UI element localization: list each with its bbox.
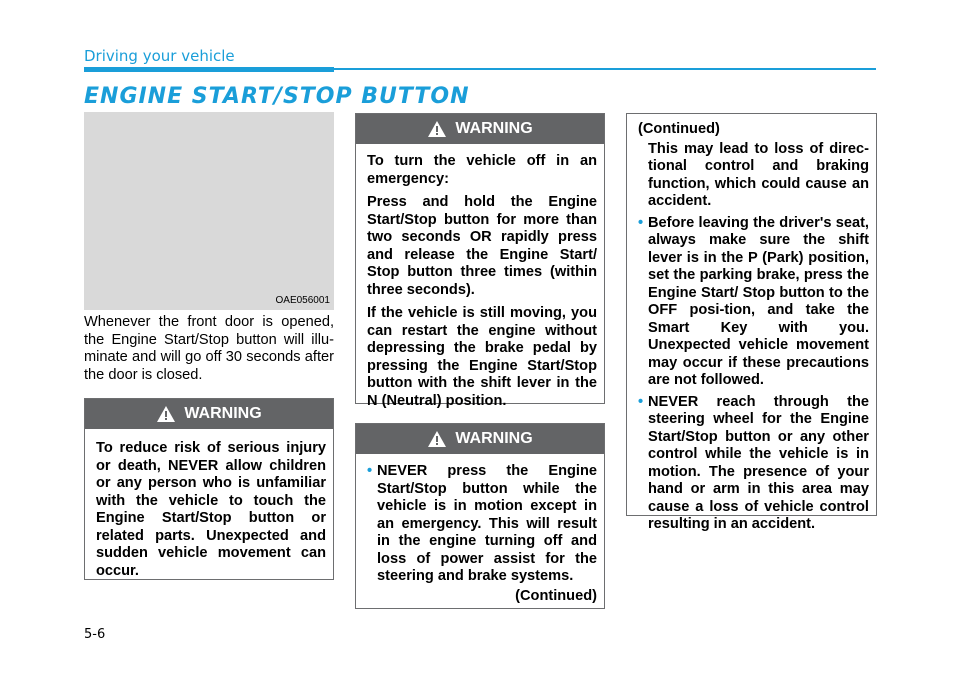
bullet-icon: • bbox=[638, 214, 644, 231]
warning-text: To reduce risk of serious injury or death, NEVER allow children or any person who is unfamiliar with the vehicle to touch the Engine Start/Stop button or related parts. Unexpected and sudden vehicle movement can occur. bbox=[96, 440, 326, 579]
warning-box-2 bbox=[355, 113, 605, 409]
warning-triangle-icon bbox=[427, 120, 447, 138]
continued-text: This may lead to loss of direc-tional control and braking function, which could cause an accident. bbox=[648, 140, 869, 209]
warning-header bbox=[356, 114, 604, 144]
warning-paragraph: If the vehicle is still moving, you can restart the engine without depressing the brake pedal by pressing the Engine Start/Stop button with the shift lever in the N (Neutral) position. bbox=[367, 305, 597, 409]
continued-box bbox=[626, 113, 877, 532]
warning-box-3 bbox=[355, 423, 605, 609]
intro-paragraph: Whenever the front door is opened, the Engine Start/Stop button will illu-minate and will go off 30 seconds after the door is closed. bbox=[84, 314, 334, 383]
page-title: ENGINE START/STOP BUTTON bbox=[84, 84, 470, 109]
continued-heading: (Continued) bbox=[638, 121, 720, 137]
bullet-text: NEVER press the Engine Start/Stop button while the vehicle is in motion except in an emergency. This will result in the engine turning off and loss of power assist for the steering and brake systems. bbox=[377, 463, 597, 584]
warning-label: WARNING bbox=[455, 120, 533, 137]
bullet-item bbox=[367, 463, 597, 586]
warning-triangle-icon bbox=[156, 405, 176, 423]
warning-paragraph: Press and hold the Engine Start/Stop button for more than two seconds OR rapidly press and release the Engine Start/ Stop button three times (within three seconds). bbox=[367, 194, 597, 298]
bullet-item bbox=[638, 394, 869, 534]
bullet-text: NEVER reach through the steering wheel for the Engine Start/Stop button or any other control while the vehicle is in motion. The presence of your hand or arm in this area may cause a loss of vehicle control resulting in an accident. bbox=[648, 393, 869, 532]
warning-header bbox=[85, 399, 333, 429]
warning-header bbox=[356, 424, 604, 454]
page-number: 5-6 bbox=[84, 627, 106, 642]
warning-label: WARNING bbox=[184, 405, 262, 422]
header-rule-thin bbox=[334, 68, 876, 70]
warning-box-1 bbox=[84, 398, 334, 580]
warning-label: WARNING bbox=[455, 430, 533, 447]
warning-paragraph: To turn the vehicle off in an emergency: bbox=[367, 153, 597, 187]
section-label: Driving your vehicle bbox=[84, 47, 235, 65]
continued-note: (Continued) bbox=[515, 587, 597, 604]
warning-triangle-icon bbox=[427, 430, 447, 448]
figure-code: OAE056001 bbox=[275, 295, 330, 306]
bullet-text: Before leaving the driver's seat, always make sure the shift lever is in the P (Park) position, set the parking brake, press the Engine Start/ Stop button to the OFF posi-tion, and take the Smart Key with you. Unexpected vehicle movement may occur if these precautions are not followed. bbox=[648, 214, 869, 388]
bullet-item bbox=[638, 215, 869, 390]
figure-image bbox=[84, 112, 334, 310]
bullet-icon: • bbox=[638, 393, 644, 410]
bullet-icon: • bbox=[367, 463, 373, 479]
header-rule-thick bbox=[84, 67, 334, 72]
